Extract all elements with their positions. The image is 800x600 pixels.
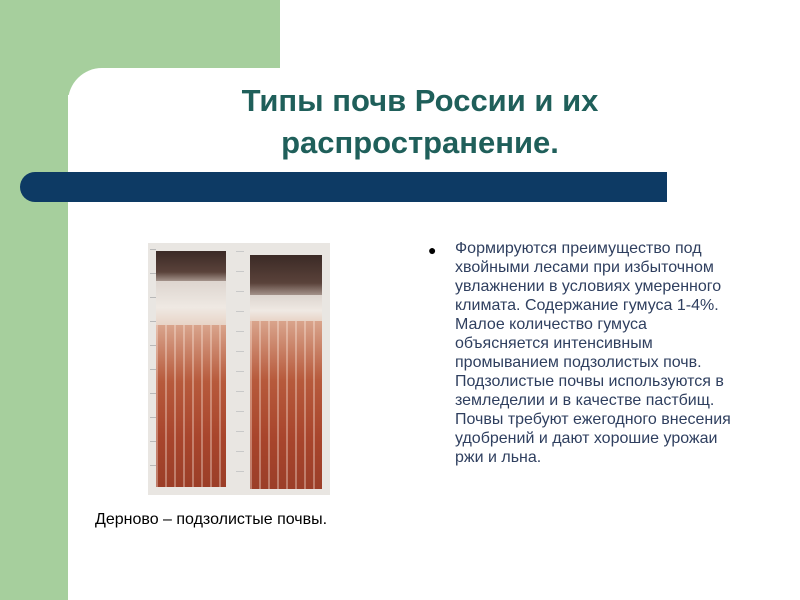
title-line-1: Типы почв России и их bbox=[241, 83, 599, 118]
title-line-2: распространение. bbox=[281, 125, 559, 160]
bullet-icon: ● bbox=[428, 242, 437, 258]
soil-column-right bbox=[250, 255, 322, 489]
bullet-text: Формируются преимущество под хвойными лесами при избыточном увлажнении в условиях умеренного климата. Содержание гумуса 1-4%. Малое количество гумуса объясняется интенсивным промыванием подзолистых почв. Подзолистые почвы используются в земледелии и в качестве пастбищ. Почвы требуют ежегодного внесения удобрений и дают хорошие урожаи ржи и льна. bbox=[455, 240, 731, 466]
illuvial-horizon bbox=[250, 321, 322, 489]
slide-title bbox=[120, 80, 720, 164]
illuvial-horizon bbox=[156, 325, 226, 487]
podzol-horizon bbox=[250, 295, 322, 321]
title-underline-bar bbox=[20, 172, 667, 202]
soil-column-left bbox=[156, 251, 226, 487]
humus-horizon bbox=[156, 251, 226, 281]
image-caption: Дерново – подзолистые почвы. bbox=[95, 511, 328, 528]
green-side-decoration bbox=[0, 0, 68, 600]
podzol-horizon bbox=[156, 281, 226, 325]
soil-profile-image bbox=[148, 243, 330, 495]
ruler-middle bbox=[236, 251, 244, 489]
humus-horizon bbox=[250, 255, 322, 295]
